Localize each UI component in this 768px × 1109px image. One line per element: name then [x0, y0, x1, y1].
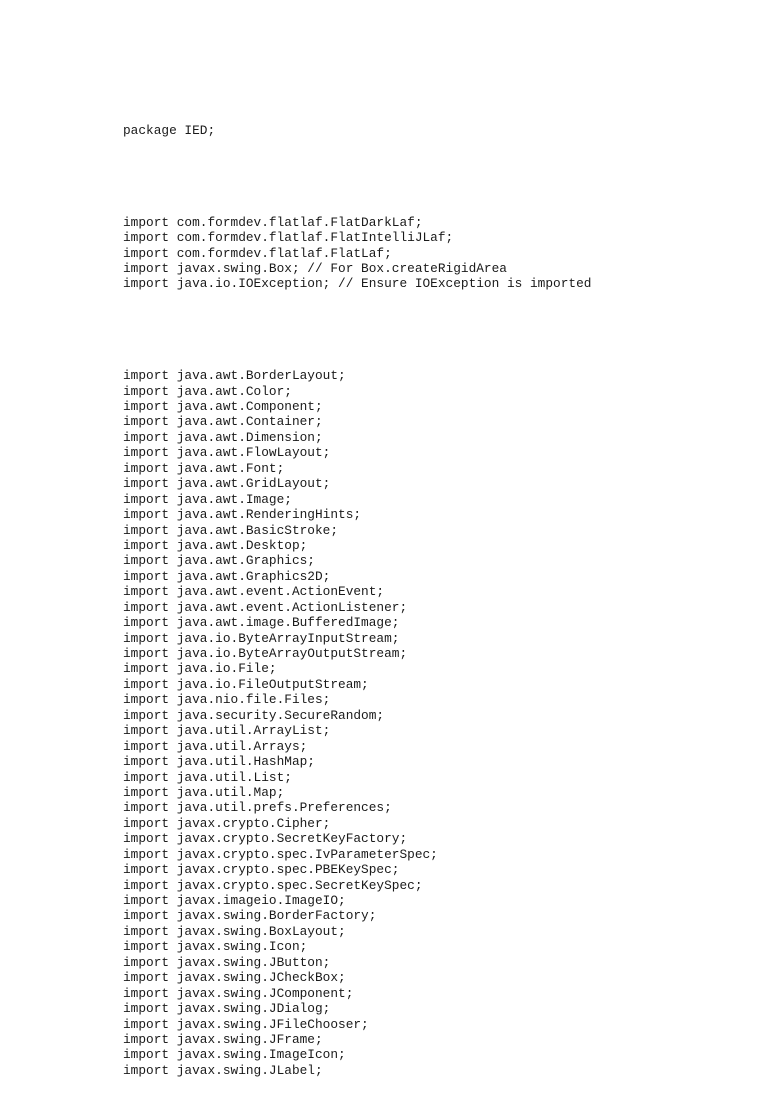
import-line: import javax.swing.JFileChooser; [123, 1016, 369, 1032]
import-line: import javax.swing.BoxLayout; [123, 923, 346, 939]
import-line: import javax.crypto.SecretKeyFactory; [123, 831, 408, 847]
import-line: import com.formdev.flatlaf.FlatIntelliJLaf; [123, 230, 454, 246]
import-line: import javax.swing.ImageIcon; [123, 1047, 346, 1063]
import-line: import javax.swing.JButton; [123, 954, 331, 970]
import-line: import javax.swing.BorderFactory; [123, 908, 377, 924]
import-line: import javax.crypto.spec.IvParameterSpec; [123, 846, 438, 862]
import-line: import javax.crypto.Cipher; [123, 815, 331, 831]
import-line: import java.awt.Image; [123, 491, 292, 507]
import-line: import java.awt.Component; [123, 399, 323, 415]
import-line: import java.awt.FlowLayout; [123, 445, 331, 461]
import-line: import java.awt.event.ActionListener; [123, 599, 408, 615]
import-line: import java.util.List; [123, 769, 292, 785]
import-line: import java.util.HashMap; [123, 754, 315, 770]
package-declaration: package IED; [123, 122, 216, 138]
import-line: import javax.swing.JDialog; [123, 1001, 331, 1017]
import-line: import javax.imageio.ImageIO; [123, 893, 346, 909]
import-line: import java.awt.Dimension; [123, 429, 323, 445]
import-line: import javax.swing.Box; // For Box.createRigidArea [123, 260, 507, 276]
import-line: import javax.swing.Icon; [123, 939, 308, 955]
import-line: import java.util.ArrayList; [123, 723, 331, 739]
import-line: import java.awt.Graphics2D; [123, 568, 331, 584]
import-line: import java.awt.Container; [123, 414, 323, 430]
import-line: import java.io.IOException; // Ensure IOException is imported [123, 276, 592, 292]
import-line: import com.formdev.flatlaf.FlatDarkLaf; [123, 214, 423, 230]
import-line: import java.security.SecureRandom; [123, 707, 385, 723]
import-line: import javax.swing.JComponent; [123, 985, 354, 1001]
blank-line [123, 169, 591, 184]
code-listing [123, 92, 591, 1109]
import-line: import java.awt.Graphics; [123, 553, 315, 569]
import-line: import java.io.ByteArrayOutputStream; [123, 646, 408, 662]
import-line: import java.awt.BasicStroke; [123, 522, 339, 538]
import-line: import javax.swing.JLabel; [123, 1062, 323, 1078]
import-line: import java.util.prefs.Preferences; [123, 800, 392, 816]
blank-line [123, 323, 591, 338]
import-line: import java.awt.GridLayout; [123, 476, 331, 492]
import-line: import javax.swing.JFrame; [123, 1031, 323, 1047]
import-line: import java.util.Arrays; [123, 738, 308, 754]
import-group-flatlaf [123, 215, 591, 292]
import-line: import java.awt.event.ActionEvent; [123, 584, 385, 600]
import-line: import java.awt.BorderLayout; [123, 368, 346, 384]
import-line: import javax.crypto.spec.PBEKeySpec; [123, 862, 400, 878]
import-line: import java.io.ByteArrayInputStream; [123, 630, 400, 646]
import-line: import javax.swing.JCheckBox; [123, 970, 346, 986]
import-line: import java.nio.file.Files; [123, 692, 331, 708]
import-line: import java.io.FileOutputStream; [123, 676, 369, 692]
import-line: import java.util.Map; [123, 784, 285, 800]
import-line: import java.awt.Font; [123, 460, 285, 476]
import-line: import java.awt.Desktop; [123, 537, 308, 553]
import-line: import java.awt.image.BufferedImage; [123, 615, 400, 631]
import-line: import java.awt.RenderingHints; [123, 507, 362, 523]
import-line: import javax.crypto.spec.SecretKeySpec; [123, 877, 423, 893]
import-line: import java.awt.Color; [123, 383, 292, 399]
import-line: import com.formdev.flatlaf.FlatLaf; [123, 245, 392, 261]
import-group-java [123, 368, 591, 1078]
import-line: import java.io.File; [123, 661, 277, 677]
